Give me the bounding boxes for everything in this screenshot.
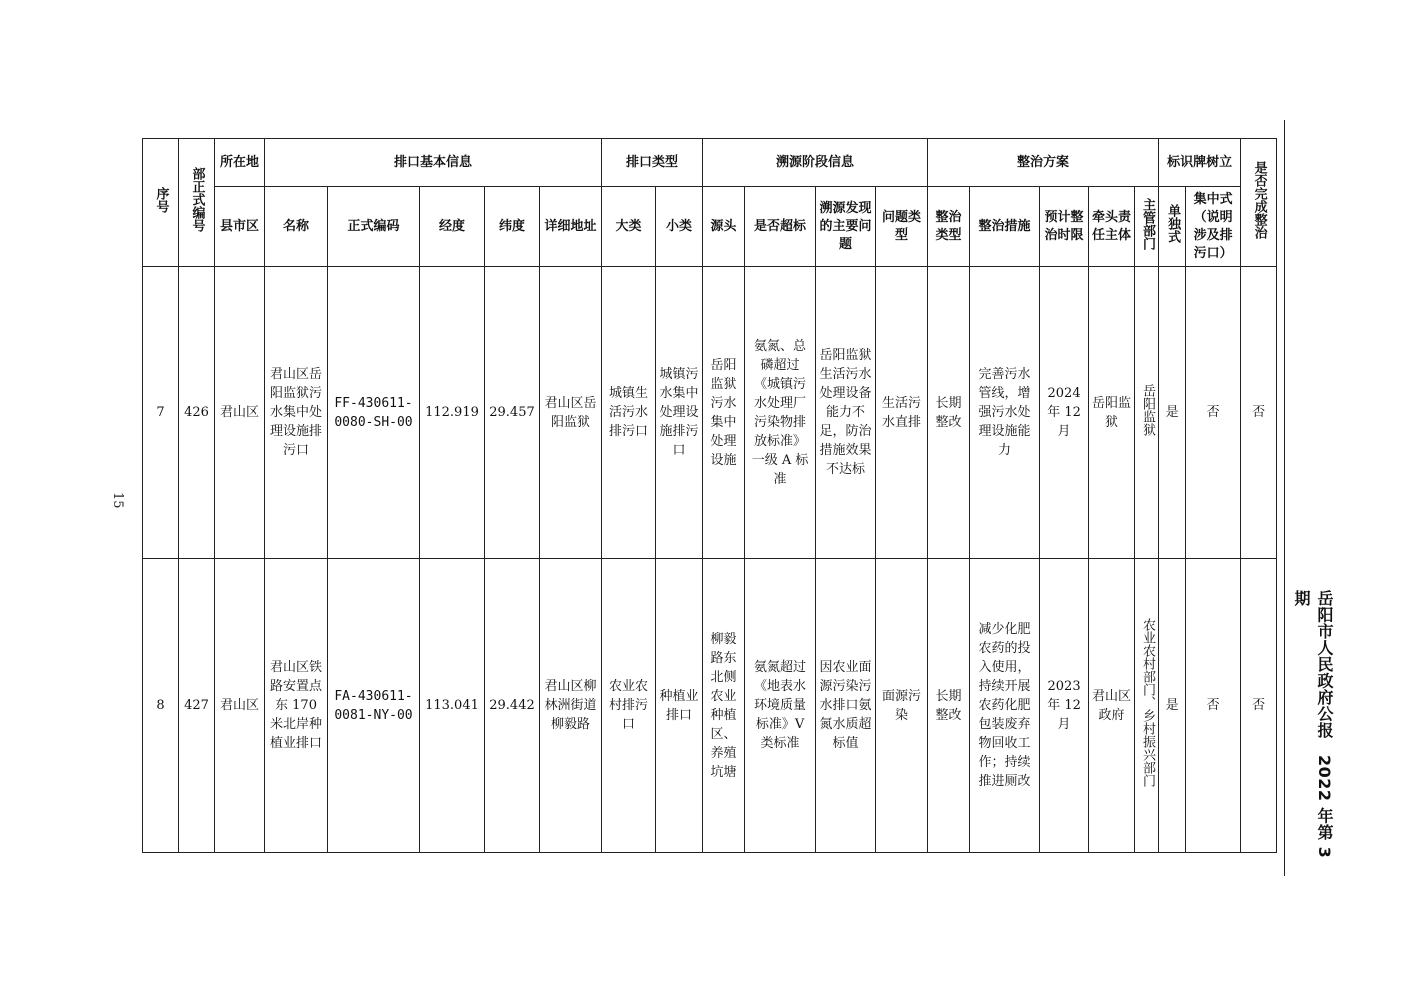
cell-central: 否: [1186, 559, 1241, 853]
header-location: 所在地: [215, 139, 265, 187]
header-latitude: 纬度: [485, 187, 540, 267]
header-found-issue: 溯源发现的主要问题: [816, 187, 876, 267]
cell-completed: 否: [1241, 267, 1277, 559]
header-dept-code: 部正式编号: [179, 139, 215, 267]
header-major: 大类: [602, 187, 656, 267]
cell-source: 柳毅路东北侧农业种植区、养殖坑塘: [703, 559, 745, 853]
header-address: 详细地址: [540, 187, 602, 267]
header-seq: 序号: [143, 139, 179, 267]
cell-county: 君山区: [215, 267, 265, 559]
bulletin-header: 岳阳市人民政府公报 2022 年第 3 期: [1292, 590, 1334, 859]
cell-central: 否: [1186, 267, 1241, 559]
cell-rem-type: 长期整改: [928, 559, 970, 853]
cell-minor: 种植业排口: [656, 559, 703, 853]
cell-found-issue: 因农业面源污染污水排口氨氮水质超标值: [816, 559, 876, 853]
cell-code: FF-430611-0080-SH-00: [328, 267, 420, 559]
cell-supervisor: 农业农村部门、乡村振兴部门: [1135, 559, 1159, 853]
cell-found-issue: 岳阳监狱生活污水处理设备能力不足，防治措施效果不达标: [816, 267, 876, 559]
header-remediation: 整治方案: [928, 139, 1159, 187]
cell-deadline: 2024 年 12 月: [1040, 267, 1089, 559]
cell-lead: 岳阳监狱: [1089, 267, 1135, 559]
cell-issue-type: 生活污水直排: [876, 267, 928, 559]
cell-measures: 减少化肥农药的投入使用，持续开展农药化肥包装废弃物回收工作；持续推进厕改: [970, 559, 1040, 853]
cell-major: 农业农村排污口: [602, 559, 656, 853]
cell-supervisor: 岳阳监狱: [1135, 267, 1159, 559]
header-rem-type: 整治类型: [928, 187, 970, 267]
cell-code: FA-430611-0081-NY-00: [328, 559, 420, 853]
header-completed: 是否完成整治: [1241, 139, 1277, 267]
header-county: 县市区: [215, 187, 265, 267]
header-longitude: 经度: [420, 187, 485, 267]
header-name: 名称: [265, 187, 328, 267]
cell-latitude: 29.442: [485, 559, 540, 853]
cell-rem-type: 长期整改: [928, 267, 970, 559]
header-measures: 整治措施: [970, 187, 1040, 267]
header-deadline: 预计整治时限: [1040, 187, 1089, 267]
cell-exceed: 氨氮、总磷超过《城镇污水处理厂污染物排放标准》一级 A 标准: [745, 267, 816, 559]
cell-single: 是: [1159, 559, 1186, 853]
header-central: 集中式（说明涉及排污口）: [1186, 187, 1241, 267]
header-sign: 标识牌树立: [1159, 139, 1241, 187]
side-rule: [1284, 120, 1285, 876]
cell-dept-code: 426: [179, 267, 215, 559]
cell-address: 君山区柳林洲街道柳毅路: [540, 559, 602, 853]
cell-major: 城镇生活污水排污口: [602, 267, 656, 559]
header-outlet-info: 排口基本信息: [265, 139, 602, 187]
cell-measures: 完善污水管线，增强污水处理设施能力: [970, 267, 1040, 559]
cell-longitude: 112.919: [420, 267, 485, 559]
outlet-table: [142, 138, 1277, 853]
cell-address: 君山区岳阳监狱: [540, 267, 602, 559]
cell-issue-type: 面源污染: [876, 559, 928, 853]
cell-lead: 君山区政府: [1089, 559, 1135, 853]
cell-completed: 否: [1241, 559, 1277, 853]
header-minor: 小类: [656, 187, 703, 267]
header-single: 单独式: [1159, 187, 1186, 267]
cell-deadline: 2023 年 12 月: [1040, 559, 1089, 853]
cell-dept-code: 427: [179, 559, 215, 853]
cell-seq: 8: [143, 559, 179, 853]
cell-name: 君山区铁路安置点东 170 米北岸种植业排口: [265, 559, 328, 853]
table-row: [143, 267, 1277, 559]
cell-single: 是: [1159, 267, 1186, 559]
header-lead: 牵头责任主体: [1089, 187, 1135, 267]
header-trace: 溯源阶段信息: [703, 139, 928, 187]
header-exceed: 是否超标: [745, 187, 816, 267]
page-number: 15: [110, 492, 125, 509]
cell-latitude: 29.457: [485, 267, 540, 559]
cell-county: 君山区: [215, 559, 265, 853]
header-supervisor: 主管部门: [1135, 187, 1159, 267]
header-issue-type: 问题类型: [876, 187, 928, 267]
cell-source: 岳阳监狱污水集中处理设施: [703, 267, 745, 559]
cell-longitude: 113.041: [420, 559, 485, 853]
cell-name: 君山区岳阳监狱污水集中处理设施排污口: [265, 267, 328, 559]
cell-minor: 城镇污水集中处理设施排污口: [656, 267, 703, 559]
header-outlet-type: 排口类型: [602, 139, 703, 187]
header-code: 正式编码: [328, 187, 420, 267]
table-row: [143, 559, 1277, 853]
cell-seq: 7: [143, 267, 179, 559]
header-source: 源头: [703, 187, 745, 267]
cell-exceed: 氨氮超过《地表水环境质量标准》V 类标准: [745, 559, 816, 853]
